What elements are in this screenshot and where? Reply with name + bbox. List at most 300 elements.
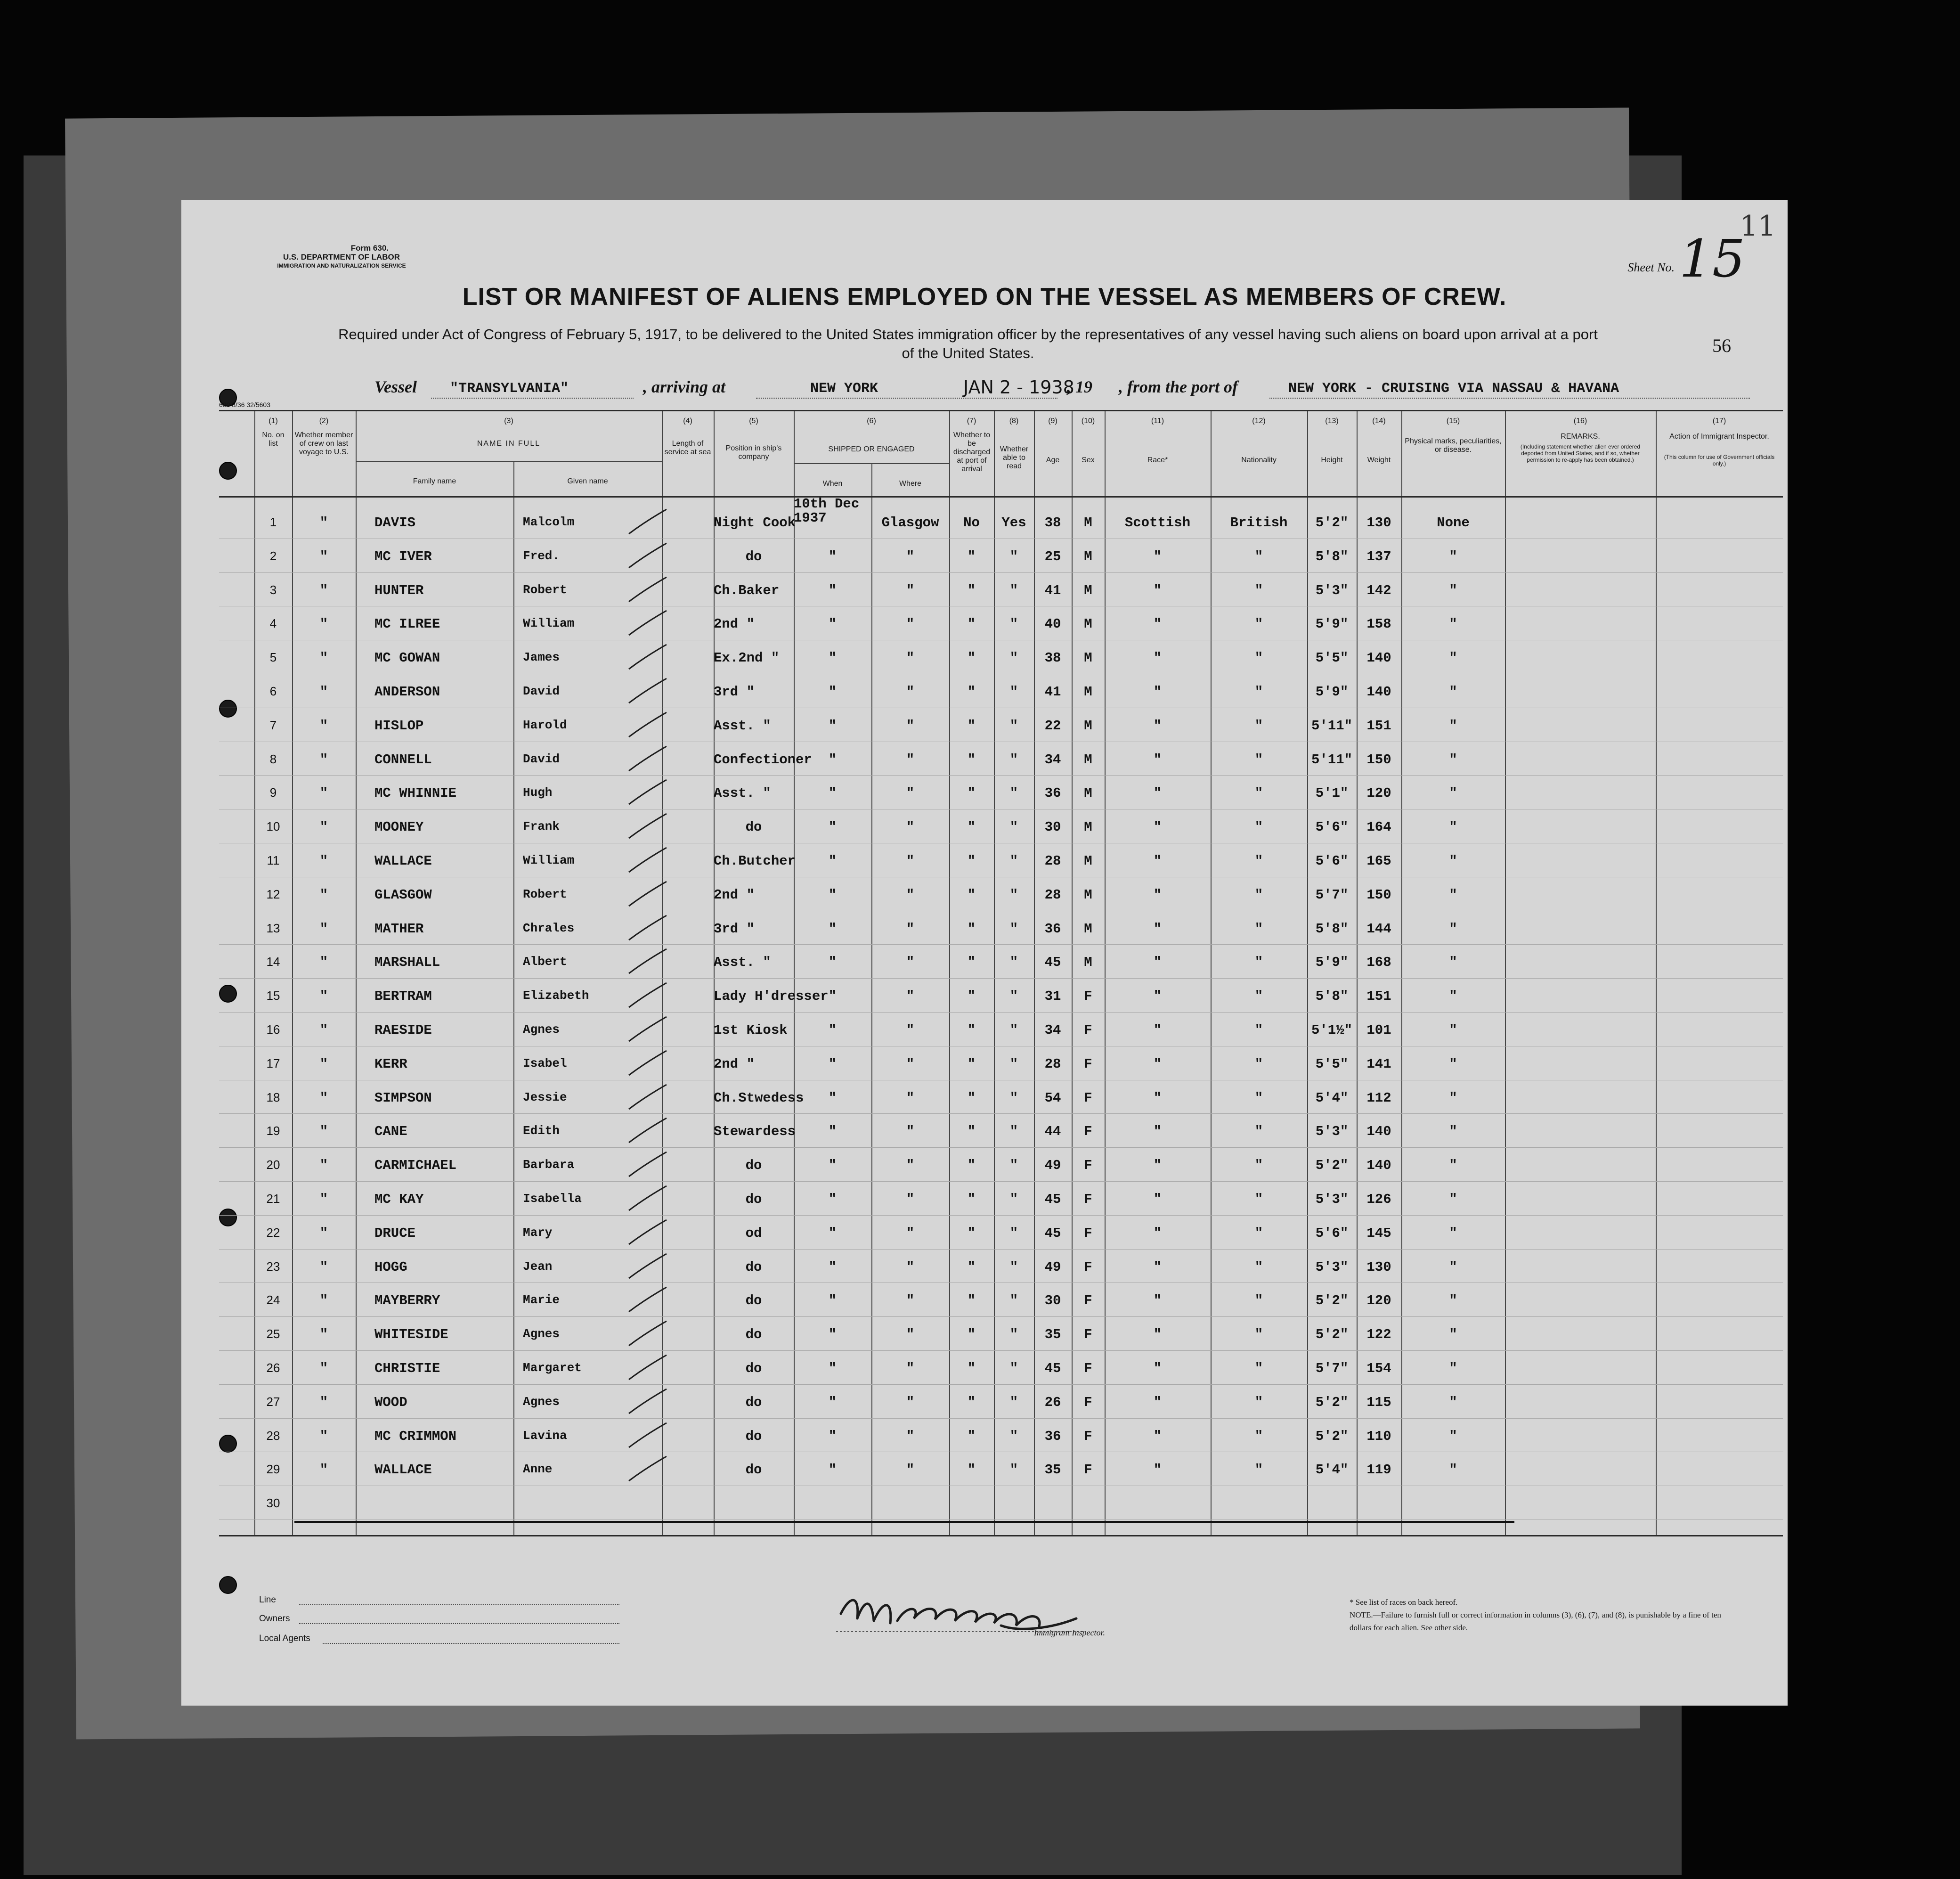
discharged-cell: ": [967, 1056, 976, 1072]
row-number: 10: [266, 819, 280, 834]
form-number: Form 630.: [350, 244, 389, 253]
height-cell: 5'9": [1315, 955, 1349, 971]
last-voyage-cell: ": [319, 718, 328, 734]
table-row: [219, 1250, 1783, 1284]
col-header-discharged: Whether to be discharged at port of arrival: [953, 431, 991, 473]
family-name-cell: MC ILREE: [374, 616, 440, 632]
nationality-cell: ": [1254, 887, 1263, 903]
pen-tick-mark: [626, 709, 669, 742]
weight-cell: 145: [1366, 1225, 1391, 1241]
shipped-when-cell: 10th Dec 1937: [794, 496, 860, 526]
physical-marks-cell: ": [1449, 1124, 1457, 1140]
position-cell: Confectioner: [714, 752, 812, 768]
row-number: 4: [269, 616, 277, 631]
family-name-cell: HISLOP: [374, 718, 424, 734]
able-to-read-cell: ": [1009, 1090, 1018, 1106]
shipped-where-cell: ": [906, 1225, 915, 1241]
position-cell: Ch.Stwedess: [714, 1090, 804, 1106]
col-header-height: Height: [1321, 456, 1343, 464]
shipped-when-cell: ": [828, 582, 837, 598]
shipped-where-cell: ": [906, 1293, 915, 1309]
physical-marks-cell: ": [1449, 1361, 1457, 1376]
last-voyage-cell: ": [319, 1361, 328, 1376]
able-to-read-cell: ": [1009, 1192, 1018, 1207]
physical-marks-cell: None: [1437, 515, 1470, 531]
shipped-when-cell: ": [828, 548, 837, 564]
age-cell: 28: [1044, 853, 1061, 869]
physical-marks-cell: ": [1449, 1327, 1457, 1343]
position-cell: do: [745, 819, 762, 835]
col-header-remarks-note: (Including statement whether alien ever ordered deported from United States, and if so, whether permission to re-apply has been obtained.): [1520, 443, 1641, 463]
nationality-cell: ": [1254, 955, 1263, 971]
table-row: [219, 743, 1783, 776]
discharged-cell: ": [967, 989, 976, 1005]
last-voyage-cell: ": [319, 1428, 328, 1444]
nationality-cell: ": [1254, 1327, 1263, 1343]
table-row: [219, 539, 1783, 573]
shipped-when-cell: ": [828, 752, 837, 768]
position-cell: od: [745, 1225, 762, 1241]
physical-marks-cell: ": [1449, 582, 1457, 598]
given-name-cell: David: [523, 752, 560, 766]
age-cell: 38: [1044, 515, 1061, 531]
height-cell: 5'8": [1315, 548, 1349, 564]
height-cell: 5'5": [1315, 650, 1349, 666]
height-cell: 5'2": [1315, 1394, 1349, 1410]
col-13-number: (13): [1325, 417, 1339, 425]
weight-cell: 150: [1366, 752, 1391, 768]
race-cell: ": [1153, 1428, 1162, 1444]
table-row: [219, 1114, 1783, 1148]
discharged-cell: ": [967, 1158, 976, 1174]
height-cell: 5'3": [1315, 582, 1349, 598]
last-voyage-cell: ": [319, 1293, 328, 1309]
discharged-cell: ": [967, 1090, 976, 1106]
physical-marks-cell: ": [1449, 989, 1457, 1005]
sex-cell: M: [1084, 819, 1092, 835]
col-header-action: Action of Immigrant Inspector.: [1669, 433, 1769, 441]
physical-marks-cell: ": [1449, 1158, 1457, 1174]
race-cell: ": [1153, 1293, 1162, 1309]
sex-cell: F: [1084, 1259, 1092, 1275]
race-cell: ": [1153, 650, 1162, 666]
table-row: [219, 844, 1783, 878]
pen-tick-mark: [626, 1081, 669, 1114]
table-row: [219, 1047, 1783, 1081]
age-cell: 35: [1044, 1327, 1061, 1343]
given-name-cell: Hugh: [523, 785, 553, 800]
row-number: 2: [269, 548, 277, 563]
discharged-cell: ": [967, 1225, 976, 1241]
dotted-rule: [1269, 398, 1750, 399]
family-name-cell: WALLACE: [374, 1462, 432, 1478]
shipped-when-cell: ": [828, 1124, 837, 1140]
shipped-where-cell: ": [906, 1124, 915, 1140]
col-header-race: Race*: [1147, 456, 1168, 464]
shipped-where-cell: ": [906, 582, 915, 598]
family-name-cell: MC GOWAN: [374, 650, 440, 666]
col-header-sex: Sex: [1082, 456, 1095, 464]
weight-cell: 112: [1366, 1090, 1391, 1106]
table-row: [219, 1317, 1783, 1351]
position-cell: do: [745, 1394, 762, 1410]
shipped-when-cell: ": [828, 1428, 837, 1444]
physical-marks-cell: ": [1449, 1394, 1457, 1410]
shipped-where-cell: ": [906, 616, 915, 632]
pen-tick-mark: [626, 1351, 669, 1384]
discharged-cell: ": [967, 1124, 976, 1140]
row-number: 29: [266, 1462, 280, 1477]
family-name-cell: RAESIDE: [374, 1022, 432, 1038]
shipped-where-cell: ": [906, 887, 915, 903]
weight-cell: 151: [1366, 989, 1391, 1005]
col-header-last-voyage: Whether member of crew on last voyage to U.S.: [294, 431, 353, 456]
age-cell: 45: [1044, 1361, 1061, 1376]
row-number: 11: [267, 853, 280, 867]
height-cell: 5'7": [1315, 887, 1349, 903]
sex-cell: M: [1084, 785, 1092, 801]
race-cell: ": [1153, 955, 1162, 971]
family-name-cell: MAYBERRY: [374, 1293, 440, 1309]
age-cell: 30: [1044, 1293, 1061, 1309]
physical-marks-cell: ": [1449, 718, 1457, 734]
nationality-cell: ": [1254, 819, 1263, 835]
table-row: [219, 1453, 1783, 1487]
age-cell: 54: [1044, 1090, 1061, 1106]
row-number: 8: [269, 752, 277, 766]
race-cell: Scottish: [1124, 515, 1191, 531]
given-name-cell: Marie: [523, 1293, 560, 1307]
race-cell: ": [1153, 921, 1162, 937]
family-name-cell: BERTRAM: [374, 989, 432, 1005]
weight-cell: 140: [1366, 1124, 1391, 1140]
shipped-where-cell: ": [906, 921, 915, 937]
arriving-port: NEW YORK: [810, 381, 878, 397]
shipped-when-cell: ": [828, 989, 837, 1005]
position-cell: 2nd ": [714, 887, 755, 903]
pen-tick-mark: [626, 641, 669, 674]
discharged-cell: ": [967, 718, 976, 734]
nationality-cell: British: [1230, 515, 1288, 531]
shipped-when-cell: ": [828, 785, 837, 801]
shipped-when-cell: ": [828, 853, 837, 869]
physical-marks-cell: ": [1449, 853, 1457, 869]
shipped-when-cell: ": [828, 718, 837, 734]
given-name-cell: Agnes: [523, 1327, 560, 1341]
age-cell: 38: [1044, 650, 1061, 666]
row-number: 20: [266, 1158, 280, 1172]
weight-cell: 122: [1366, 1327, 1391, 1343]
given-name-cell: Barbara: [523, 1158, 575, 1172]
position-cell: do: [745, 1158, 762, 1174]
position-cell: do: [745, 1192, 762, 1207]
height-cell: 5'3": [1315, 1259, 1349, 1275]
given-name-cell: David: [523, 684, 560, 698]
able-to-read-cell: ": [1009, 1428, 1018, 1444]
sex-cell: M: [1084, 650, 1092, 666]
pen-tick-mark: [626, 1385, 669, 1418]
document-subtitle: Required under Act of Congress of February 5, 1917, to be delivered to the United States immigration officer by the representatives of any vessel having such aliens on board upon arrival at a port of the United States.: [338, 326, 1598, 361]
age-cell: 44: [1044, 1124, 1061, 1140]
discharged-cell: ": [967, 1462, 976, 1478]
weight-cell: 150: [1366, 887, 1391, 903]
table-row: [219, 1283, 1783, 1317]
physical-marks-cell: ": [1449, 1225, 1457, 1241]
last-voyage-cell: ": [319, 1225, 328, 1241]
col-header-shipped: SHIPPED OR ENGAGED: [828, 445, 915, 453]
row-number: 23: [266, 1259, 280, 1274]
given-name-cell: Jessie: [523, 1090, 567, 1104]
height-cell: 5'11": [1311, 718, 1352, 734]
height-cell: 5'8": [1315, 921, 1349, 937]
race-cell: ": [1153, 752, 1162, 768]
last-voyage-cell: ": [319, 1056, 328, 1072]
last-voyage-cell: ": [319, 1327, 328, 1343]
height-cell: 5'8": [1315, 989, 1349, 1005]
row-number: 19: [266, 1124, 280, 1138]
row-number: 28: [266, 1428, 280, 1443]
pen-tick-mark: [626, 1317, 669, 1350]
shipped-where-cell: ": [906, 1462, 915, 1478]
shipped-where-cell: ": [906, 684, 915, 700]
position-cell: 2nd ": [714, 1056, 755, 1072]
pen-tick-mark: [626, 1283, 669, 1316]
nationality-cell: ": [1254, 1259, 1263, 1275]
pen-tick-mark: [626, 1047, 669, 1080]
pen-tick-mark: [626, 979, 669, 1012]
given-name-cell: Malcolm: [523, 515, 575, 529]
given-name-cell: Frank: [523, 819, 560, 834]
col-header-given: Given name: [567, 477, 608, 485]
table-row: [219, 979, 1783, 1013]
pen-tick-mark: [626, 1114, 669, 1147]
row-number: 15: [266, 989, 280, 1003]
race-cell: ": [1153, 582, 1162, 598]
position-cell: do: [745, 1293, 762, 1309]
age-cell: 40: [1044, 616, 1061, 632]
physical-marks-cell: ": [1449, 921, 1457, 937]
line-label: Line: [259, 1595, 276, 1605]
row-number: 14: [266, 955, 280, 969]
vessel-line: [374, 377, 1788, 400]
discharged-cell: ": [967, 955, 976, 971]
punch-hole: [219, 1576, 237, 1594]
height-cell: 5'6": [1315, 819, 1349, 835]
weight-cell: 141: [1366, 1056, 1391, 1072]
given-name-cell: William: [523, 616, 575, 631]
col-header-when: When: [822, 480, 843, 488]
able-to-read-cell: ": [1009, 752, 1018, 768]
height-cell: 5'6": [1315, 853, 1349, 869]
discharged-cell: ": [967, 819, 976, 835]
given-name-cell: Harold: [523, 718, 567, 732]
race-cell: ": [1153, 684, 1162, 700]
penalty-note: NOTE.—Failure to furnish full or correct information in columns (3), (6), (7), and (8), is punishable by a fine of ten dollars for each alien. See other side.: [1350, 1610, 1721, 1632]
shipped-when-cell: ": [828, 819, 837, 835]
row-number: 5: [269, 650, 277, 665]
height-cell: 5'9": [1315, 616, 1349, 632]
given-name-cell: Agnes: [523, 1394, 560, 1409]
nationality-cell: ": [1254, 616, 1263, 632]
pen-tick-mark: [626, 1182, 669, 1215]
col-15-number: (15): [1446, 417, 1460, 425]
shipped-when-cell: ": [828, 650, 837, 666]
table-row: [219, 912, 1783, 946]
sheet-number: 15: [1679, 229, 1745, 289]
family-name-cell: CANE: [374, 1124, 407, 1140]
last-voyage-cell: ": [319, 853, 328, 869]
position-cell: Asst. ": [714, 718, 771, 734]
race-cell: ": [1153, 1259, 1162, 1275]
col-header-age: Age: [1046, 456, 1060, 464]
position-cell: Ch.Butcher: [714, 853, 796, 869]
race-cell: ": [1153, 853, 1162, 869]
last-voyage-cell: ": [319, 548, 328, 564]
dotted-rule: [431, 398, 634, 399]
sheet-no-label: Sheet No.: [1627, 261, 1675, 274]
discharged-cell: ": [967, 853, 976, 869]
height-cell: 5'2": [1315, 1428, 1349, 1444]
vessel-label: Vessel: [374, 377, 417, 396]
crew-table: [219, 410, 1783, 1536]
col-7-number: (7): [967, 417, 976, 425]
race-cell: ": [1153, 1361, 1162, 1376]
height-cell: 5'4": [1315, 1090, 1349, 1106]
shipped-where-cell: ": [906, 1327, 915, 1343]
table-row: [219, 945, 1783, 979]
weight-cell: 130: [1366, 1259, 1391, 1275]
col-8-number: (8): [1009, 417, 1019, 425]
row-number: 7: [269, 718, 277, 732]
last-voyage-cell: ": [319, 1192, 328, 1207]
position-cell: 3rd ": [714, 921, 755, 937]
given-name-cell: William: [523, 853, 575, 867]
family-name-cell: MOONEY: [374, 819, 424, 835]
pen-tick-mark: [626, 743, 669, 776]
dotted-rule: [299, 1623, 619, 1624]
nationality-cell: ": [1254, 1090, 1263, 1106]
table-row: [219, 810, 1783, 844]
height-cell: 5'2": [1315, 1293, 1349, 1309]
manifest-sheet: [181, 200, 1788, 1706]
discharged-cell: ": [967, 1192, 976, 1207]
last-voyage-cell: ": [319, 1022, 328, 1038]
discharged-cell: ": [967, 1428, 976, 1444]
age-cell: 34: [1044, 1022, 1061, 1038]
able-to-read-cell: ": [1009, 650, 1018, 666]
pen-tick-mark: [626, 1453, 669, 1486]
row-number: 24: [266, 1293, 280, 1307]
family-name-cell: MARSHALL: [374, 955, 440, 971]
height-cell: 5'2": [1315, 1158, 1349, 1174]
col-header-family: Family name: [413, 477, 456, 485]
shipped-when-cell: ": [828, 1361, 837, 1376]
shipped-where-cell: ": [906, 1361, 915, 1376]
sex-cell: F: [1084, 1361, 1092, 1376]
race-cell: ": [1153, 887, 1162, 903]
age-cell: 45: [1044, 1225, 1061, 1241]
height-cell: 5'3": [1315, 1192, 1349, 1207]
col-header-name: NAME IN FULL: [477, 440, 541, 448]
age-cell: 36: [1044, 1428, 1061, 1444]
sex-cell: F: [1084, 1462, 1092, 1478]
last-voyage-cell: ": [319, 1124, 328, 1140]
col-9-number: (9): [1048, 417, 1057, 425]
last-voyage-cell: ": [319, 616, 328, 632]
age-cell: 35: [1044, 1462, 1061, 1478]
age-cell: 34: [1044, 752, 1061, 768]
weight-cell: 154: [1366, 1361, 1391, 1376]
physical-marks-cell: ": [1449, 1462, 1457, 1478]
pen-tick-mark: [626, 675, 669, 708]
table-row: [219, 1148, 1783, 1182]
able-to-read-cell: ": [1009, 1259, 1018, 1275]
age-cell: 41: [1044, 684, 1061, 700]
height-cell: 5'1": [1315, 785, 1349, 801]
pen-tick-mark: [626, 1148, 669, 1181]
family-name-cell: HOGG: [374, 1259, 407, 1275]
position-cell: do: [745, 1428, 762, 1444]
col-5-number: (5): [749, 417, 758, 425]
family-name-cell: WHITESIDE: [374, 1327, 448, 1343]
family-name-cell: MATHER: [374, 921, 424, 937]
last-voyage-cell: ": [319, 955, 328, 971]
physical-marks-cell: ": [1449, 955, 1457, 971]
shipped-where-cell: ": [906, 752, 915, 768]
discharged-cell: No: [963, 515, 980, 531]
able-to-read-cell: ": [1009, 853, 1018, 869]
last-voyage-cell: ": [319, 921, 328, 937]
given-name-cell: Margaret: [523, 1361, 582, 1375]
last-voyage-cell: ": [319, 650, 328, 666]
physical-marks-cell: ": [1449, 887, 1457, 903]
shipped-when-cell: ": [828, 1158, 837, 1174]
table-row: [219, 675, 1783, 709]
shipped-where-cell: Glasgow: [881, 515, 939, 531]
height-cell: 5'1½": [1311, 1022, 1352, 1038]
position-cell: Asst. ": [714, 955, 771, 971]
age-cell: 36: [1044, 921, 1061, 937]
from-port: NEW YORK - CRUISING VIA NASSAU & HAVANA: [1288, 381, 1619, 397]
race-cell: ": [1153, 785, 1162, 801]
nationality-cell: ": [1254, 1462, 1263, 1478]
sex-cell: F: [1084, 1090, 1092, 1106]
age-cell: 45: [1044, 955, 1061, 971]
row-number: 25: [266, 1327, 280, 1341]
inspector-label: Immigrant Inspector.: [1034, 1628, 1105, 1637]
sex-cell: M: [1084, 684, 1092, 700]
position-cell: do: [745, 1462, 762, 1478]
given-name-cell: Lavina: [523, 1428, 567, 1443]
weight-cell: 164: [1366, 819, 1391, 835]
weight-cell: 140: [1366, 1158, 1391, 1174]
family-name-cell: CARMICHAEL: [374, 1158, 457, 1174]
nationality-cell: ": [1254, 785, 1263, 801]
weight-cell: 110: [1366, 1428, 1391, 1444]
able-to-read-cell: ": [1009, 548, 1018, 564]
races-note: * See list of races on back hereof.: [1350, 1598, 1458, 1607]
able-to-read-cell: ": [1009, 582, 1018, 598]
nationality-cell: ": [1254, 752, 1263, 768]
sex-cell: M: [1084, 548, 1092, 564]
given-name-cell: Mary: [523, 1225, 553, 1240]
vessel-name: "TRANSYLVANIA": [450, 381, 569, 397]
physical-marks-cell: ": [1449, 752, 1457, 768]
age-cell: 45: [1044, 1192, 1061, 1207]
service-name: IMMIGRATION AND NATURALIZATION SERVICE: [277, 262, 406, 269]
race-cell: ": [1153, 1124, 1162, 1140]
pen-tick-mark: [626, 776, 669, 809]
